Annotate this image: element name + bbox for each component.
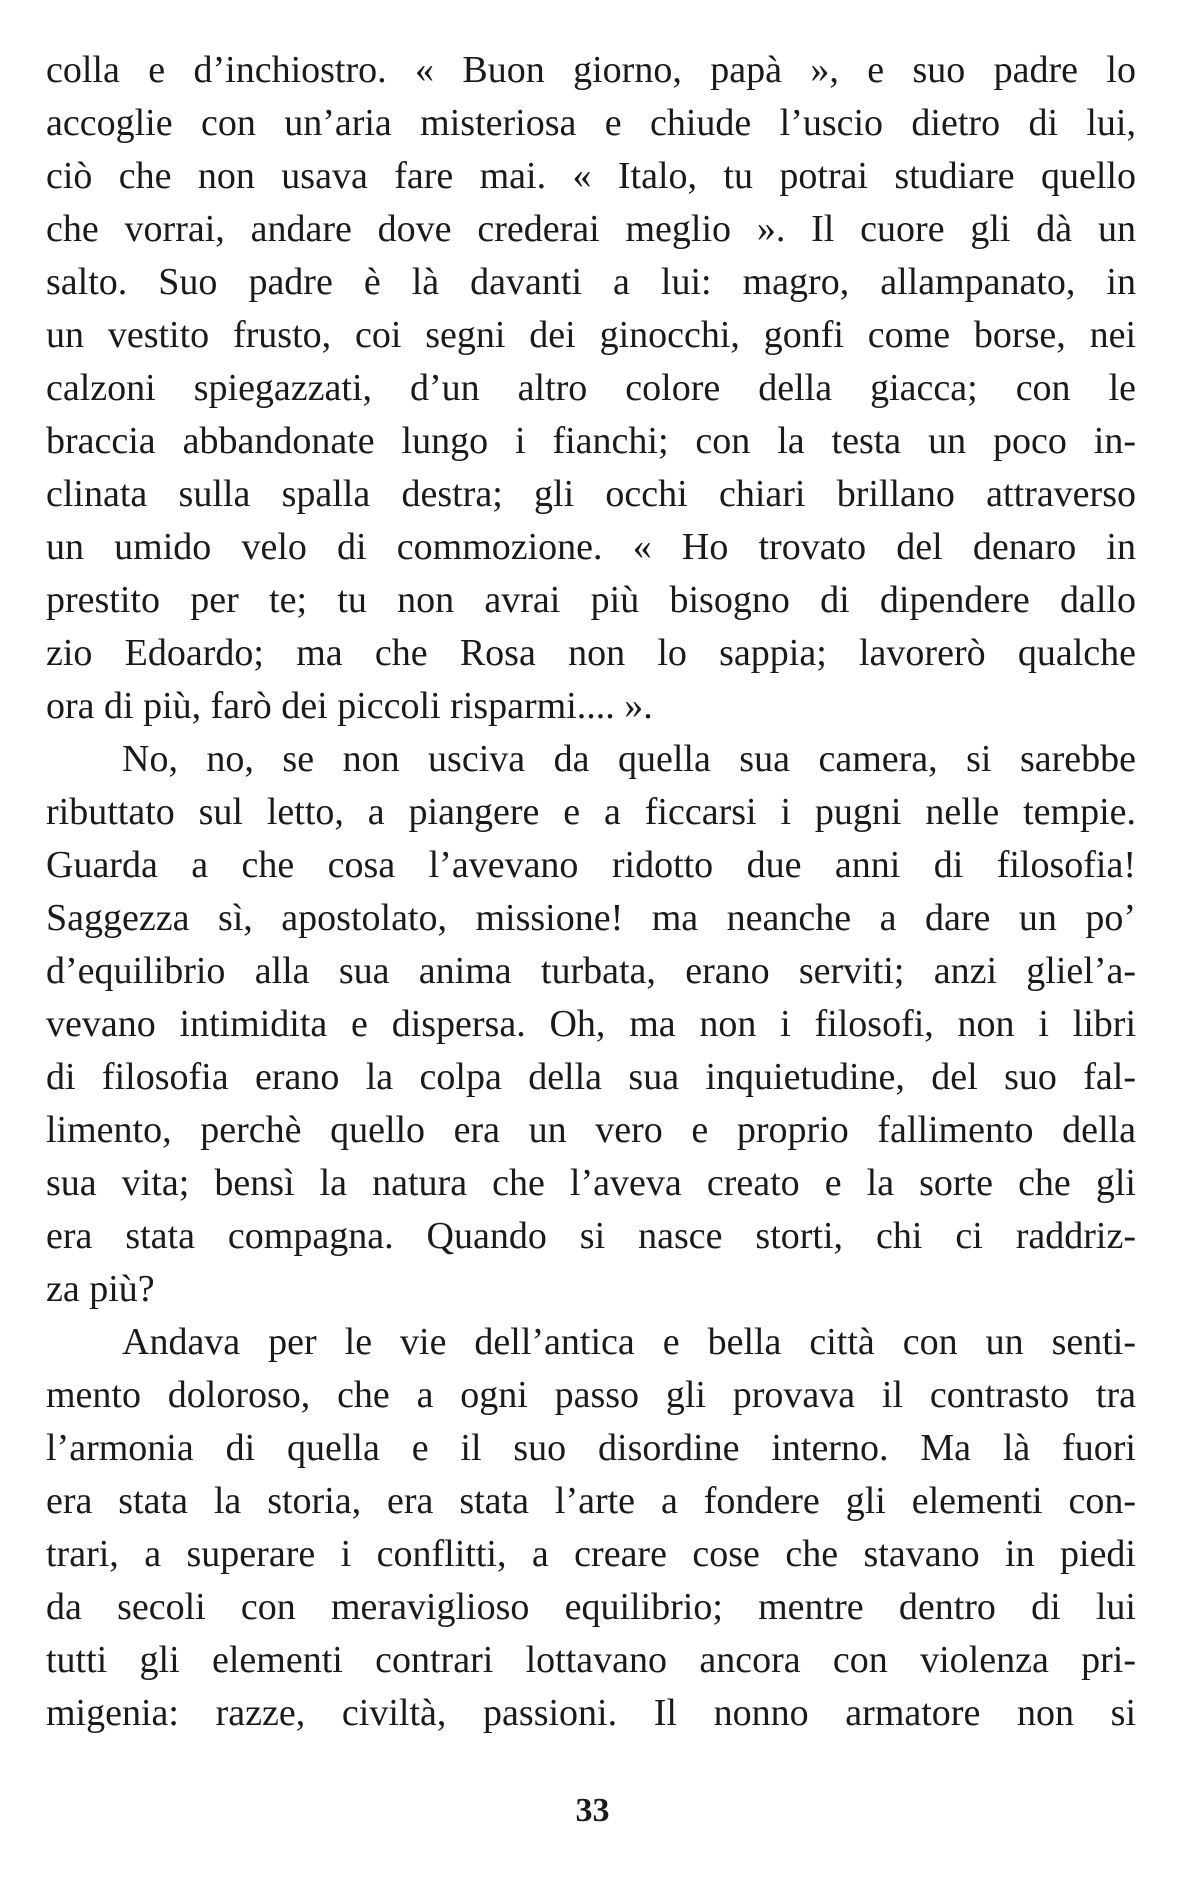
text-line: clinata sulla spalla destra; gli occhi chiari brillano attraverso	[46, 473, 1136, 515]
text-line: braccia abbandonate lungo i fianchi; con la testa un poco in-	[46, 420, 1136, 462]
text-line: un umido velo di commozione. « Ho trovato del denaro in	[46, 526, 1136, 568]
text-line: za più?	[46, 1268, 155, 1310]
text-line: trari, a superare i conflitti, a creare cose che stavano in piedi	[46, 1533, 1136, 1575]
text-line: mento doloroso, che a ogni passo gli provava il contrasto tra	[46, 1374, 1136, 1416]
text-line: era stata la storia, era stata l’arte a fondere gli elementi con-	[46, 1480, 1136, 1522]
page-number: 33	[575, 1792, 610, 1829]
text-line: colla e d’inchiostro. « Buon giorno, papà », e suo padre lo	[46, 49, 1136, 91]
text-line: di filosofia erano la colpa della sua inquietudine, del suo fal-	[46, 1056, 1136, 1098]
paragraph-3	[46, 1316, 1136, 1740]
text-line: limento, perchè quello era un vero e proprio fallimento della	[46, 1109, 1136, 1151]
text-line: accoglie con un’aria misteriosa e chiude l’uscio dietro di lui,	[46, 102, 1136, 144]
text-line: salto. Suo padre è là davanti a lui: magro, allampanato, in	[46, 261, 1136, 303]
text-line: che vorrai, andare dove crederai meglio ». Il cuore gli dà un	[46, 208, 1136, 250]
body-text	[46, 44, 1136, 1740]
text-line: era stata compagna. Quando si nasce storti, chi ci raddriz-	[46, 1215, 1136, 1257]
text-line: ciò che non usava fare mai. « Italo, tu potrai studiare quello	[46, 155, 1136, 197]
text-line: calzoni spiegazzati, d’un altro colore della giacca; con le	[46, 367, 1136, 409]
text-line: ora di più, farò dei piccoli risparmi.... ».	[46, 685, 653, 727]
text-line: sua vita; bensì la natura che l’aveva creato e la sorte che gli	[46, 1162, 1136, 1204]
text-line: migenia: razze, civiltà, passioni. Il nonno armatore non si	[46, 1692, 1136, 1734]
text-line: vevano intimidita e dispersa. Oh, ma non i filosofi, non i libri	[46, 1003, 1136, 1045]
text-line: l’armonia di quella e il suo disordine interno. Ma là fuori	[46, 1427, 1136, 1469]
text-line: Guarda a che cosa l’avevano ridotto due anni di filosofia!	[46, 844, 1136, 886]
text-line: prestito per te; tu non avrai più bisogno di dipendere dallo	[46, 579, 1136, 621]
text-line: da secoli con meraviglioso equilibrio; mentre dentro di lui	[46, 1586, 1136, 1628]
text-line: zio Edoardo; ma che Rosa non lo sappia; lavorerò qualche	[46, 632, 1136, 674]
text-line: No, no, se non usciva da quella sua camera, si sarebbe	[122, 738, 1136, 780]
paragraph-2	[46, 733, 1136, 1316]
paragraph-1	[46, 44, 1136, 733]
text-line: un vestito frusto, coi segni dei ginocchi, gonfi come borse, nei	[46, 314, 1136, 356]
text-line: d’equilibrio alla sua anima turbata, erano serviti; anzi gliel’a-	[46, 950, 1136, 992]
text-line: ributtato sul letto, a piangere e a ficcarsi i pugni nelle tempie.	[46, 791, 1136, 833]
text-line: tutti gli elementi contrari lottavano ancora con violenza pri-	[46, 1639, 1136, 1681]
text-line: Andava per le vie dell’antica e bella città con un senti-	[122, 1321, 1136, 1363]
text-line: Saggezza sì, apostolato, missione! ma neanche a dare un po’	[46, 897, 1136, 939]
